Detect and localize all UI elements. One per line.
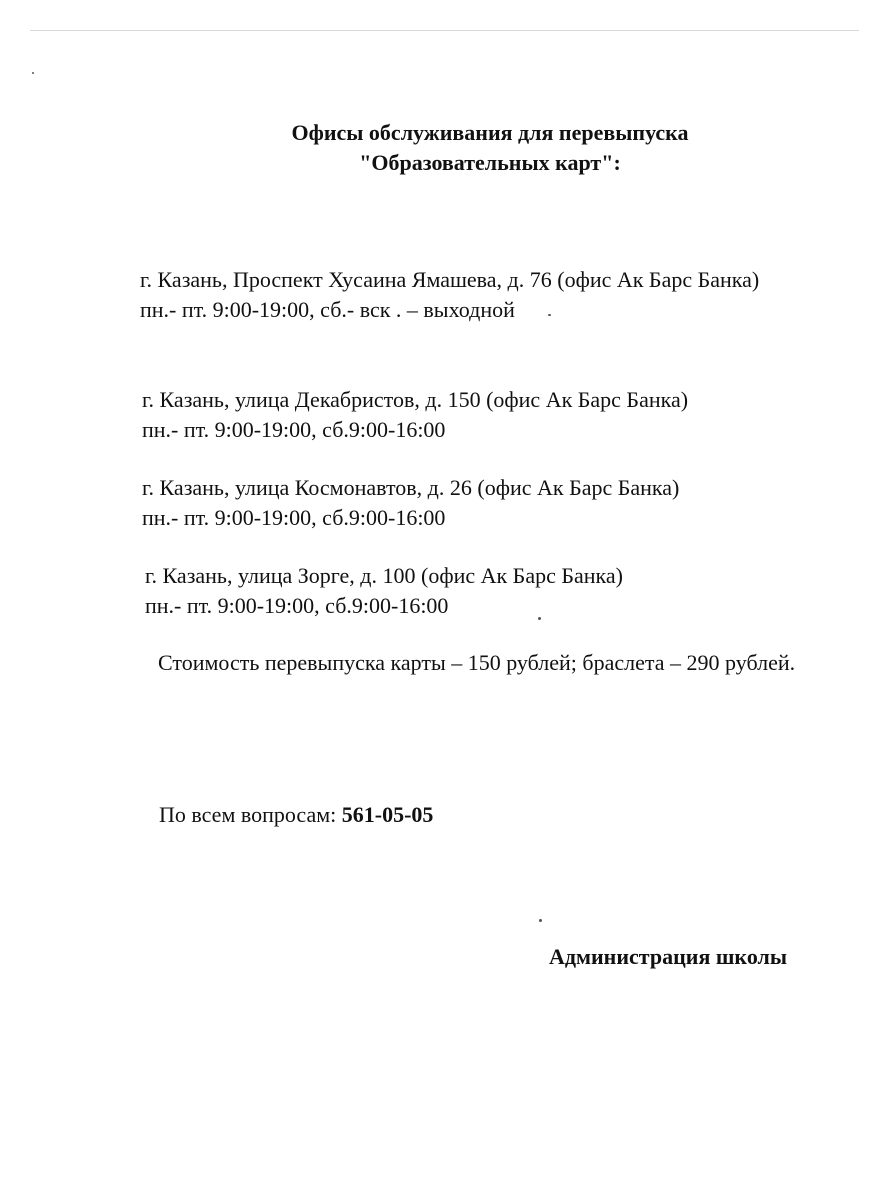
title-line-1: Офисы обслуживания для перевыпуска [291, 120, 689, 145]
office-hours: пн.- пт. 9:00-19:00, сб.9:00-16:00 [142, 505, 446, 530]
office-address: г. Казань, улица Космонавтов, д. 26 (офис Ак Барс Банка) [142, 475, 680, 500]
contact-phone: 561-05-05 [341, 802, 434, 827]
office-entry [145, 561, 845, 621]
title-line-2: "Образовательных карт": [359, 150, 621, 175]
scan-speck [539, 919, 542, 922]
scan-edge-line [30, 30, 859, 31]
office-address: г. Казань, улица Декабристов, д. 150 (офис Ак Барс Банка) [142, 387, 689, 412]
office-hours: пн.- пт. 9:00-19:00, сб.- вск . – выходной [140, 297, 515, 322]
signature: Администрация школы [549, 944, 788, 969]
office-entry [140, 265, 840, 325]
office-hours: пн.- пт. 9:00-19:00, сб.9:00-16:00 [142, 417, 446, 442]
contact-label: По всем вопросам: [159, 802, 342, 827]
office-hours: пн.- пт. 9:00-19:00, сб.9:00-16:00 [145, 593, 449, 618]
scan-speck [32, 72, 34, 74]
price-info: Стоимость перевыпуска карты – 150 рублей; браслета – 290 рублей. [158, 650, 796, 675]
page-title [0, 118, 873, 178]
office-address: г. Казань, Проспект Хусаина Ямашева, д. 76 (офис Ак Барс Банка) [140, 267, 760, 292]
contact-info [159, 800, 433, 830]
office-address: г. Казань, улица Зорге, д. 100 (офис Ак Барс Банка) [145, 563, 623, 588]
office-entry [142, 385, 842, 445]
office-entry [142, 473, 842, 533]
